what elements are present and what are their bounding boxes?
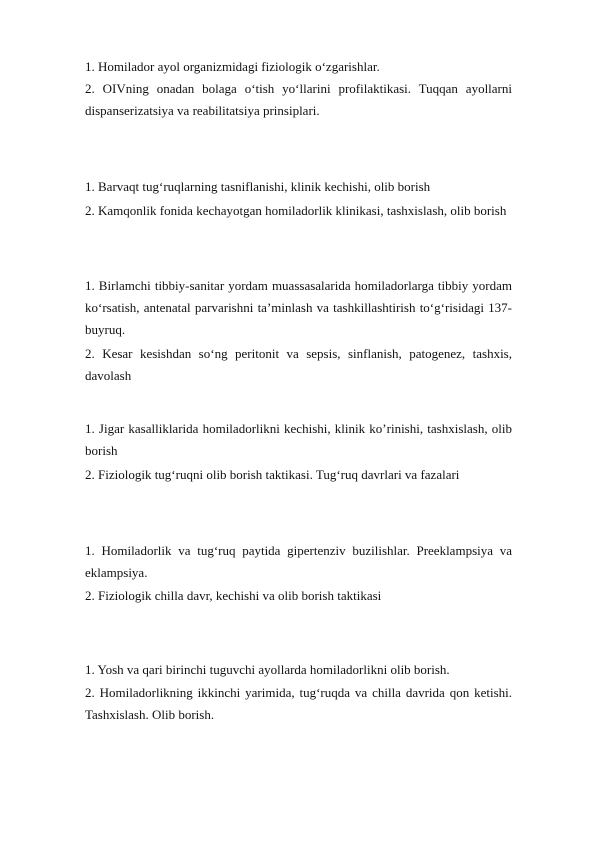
ticket-1-question-2: 2. OIVning onadan bolaga o‘tish yo‘llarini profilaktikasi. Tuqqan ayollarni dispanserizatsiya va reabilitatsiya prinsiplari.: [85, 81, 512, 118]
ticket-6-question-2: 2. Homiladorlikning ikkinchi yarimida, tug‘ruqda va chilla davrida qon ketishi. Tashxislash. Olib borish.: [85, 685, 512, 722]
ticket-4-question-2: 2. Fiziologik tug‘ruqni olib borish taktikasi. Tug‘ruq davrlari va fazalari: [85, 467, 460, 482]
ticket-5-question-1: 1. Homiladorlik va tug‘ruq paytida gipertenziv buzilishlar. Preeklampsiya va eklampsiya.: [85, 543, 512, 580]
ticket-4-question-1: 1. Jigar kasalliklarida homiladorlikni kechishi, klinik ko’rinishi, tashxislash, olib borish: [85, 421, 512, 458]
ticket-3-question-2: 2. Kesar kesishdan so‘ng peritonit va sepsis, sinflanish, patogenez, tashxis, davolash: [85, 346, 512, 383]
ticket-2-question-2: 2. Kamqonlik fonida kechayotgan homiladorlik klinikasi, tashxislash, olib borish: [85, 203, 507, 218]
ticket-5-question-2: 2. Fiziologik chilla davr, kechishi va olib borish taktikasi: [85, 588, 382, 603]
ticket-1-question-1: 1. Homilador ayol organizmidagi fiziologik o‘zgarishlar.: [85, 59, 380, 74]
ticket-2-question-1: 1. Barvaqt tug‘ruqlarning tasniflanishi, klinik kechishi, olib borish: [85, 179, 431, 194]
ticket-3-question-1: 1. Birlamchi tibbiy-sanitar yordam muassasalarida homiladorlarga tibbiy yordam ko‘rsatish, antenatal parvarishni ta’minlash va tashkillashtirish to‘g‘risidagi 137-buyruq.: [85, 278, 512, 337]
ticket-6-question-1: 1. Yosh va qari birinchi tuguvchi ayollarda homiladorlikni olib borish.: [85, 662, 450, 677]
